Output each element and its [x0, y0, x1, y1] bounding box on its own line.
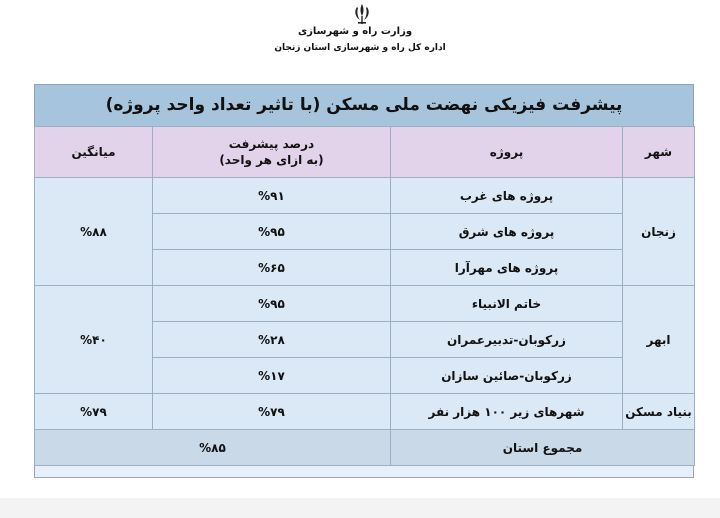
- letterhead: [0, 0, 720, 80]
- total-label: مجموع استان: [391, 430, 695, 466]
- average-cell: %۸۸: [35, 178, 153, 286]
- project-cell: پروژه های شرق: [391, 214, 623, 250]
- progress-table: [34, 126, 695, 466]
- table-row: [35, 178, 695, 214]
- progress-cell: %۹۵: [153, 214, 391, 250]
- progress-cell: %۹۱: [153, 178, 391, 214]
- table-title: پیشرفت فیزیکی نهضت ملی مسکن (با تاثیر تعداد واحد پروژه): [105, 95, 623, 115]
- col-header-progress-line1: درصد پیشرفت: [228, 137, 315, 151]
- city-cell: ابهر: [623, 286, 695, 394]
- col-header-project: پروژه: [391, 127, 623, 178]
- progress-cell: %۹۵: [153, 286, 391, 322]
- progress-cell: %۱۷: [153, 358, 391, 394]
- col-header-progress: [153, 127, 391, 178]
- project-cell: زرکوبان-تدبیرعمران: [391, 322, 623, 358]
- progress-cell: %۲۸: [153, 322, 391, 358]
- project-cell: زرکوبان-صائین سازان: [391, 358, 623, 394]
- table-row: [35, 394, 695, 430]
- col-header-average: میانگین: [35, 127, 153, 178]
- city-cell: بنیاد مسکن: [623, 394, 695, 430]
- city-cell: زنجان: [623, 178, 695, 286]
- project-cell: پروژه های مهرآرا: [391, 250, 623, 286]
- table-header-row: [35, 127, 695, 178]
- col-header-city: شهر: [623, 127, 695, 178]
- emblem-icon: [351, 2, 373, 26]
- project-cell: شهرهای زیر ۱۰۰ هزار نفر: [391, 394, 623, 430]
- table-title-bar: [34, 84, 694, 127]
- project-cell: پروژه های غرب: [391, 178, 623, 214]
- page-bottom-strip: [0, 498, 720, 518]
- col-header-progress-line2: (به ازای هر واحد): [219, 153, 324, 167]
- table-row: [35, 286, 695, 322]
- total-row: [35, 430, 695, 466]
- average-cell: %۴۰: [35, 286, 153, 394]
- ministry-name: وزارت راه و شهرسازی: [297, 26, 413, 37]
- project-cell: خاتم الانبیاء: [391, 286, 623, 322]
- total-value: %۸۵: [35, 430, 391, 466]
- progress-cell: %۷۹: [153, 394, 391, 430]
- office-name: اداره کل راه و شهرسازی استان زنجان: [274, 43, 446, 53]
- progress-cell: %۶۵: [153, 250, 391, 286]
- average-cell: %۷۹: [35, 394, 153, 430]
